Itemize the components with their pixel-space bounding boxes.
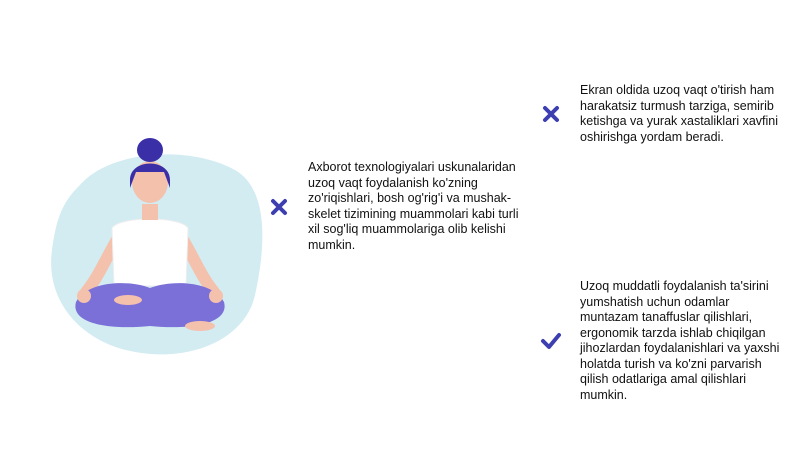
left-foot <box>114 295 142 305</box>
point-2 <box>540 83 780 145</box>
point-1 <box>268 160 528 253</box>
hair-bun <box>137 138 163 162</box>
neck <box>142 204 158 220</box>
shirt <box>112 219 188 286</box>
x-mark-icon <box>268 196 290 218</box>
point-text: Ekran oldida uzoq vaqt o'tirish ham harakatsiz turmush tarziga, semirib ketishga va yurak xastaliklari xavfini oshirishga yordam beradi. <box>580 83 778 144</box>
left-hand <box>77 289 91 303</box>
x-mark-icon <box>540 103 562 125</box>
point-text: Uzoq muddatli foydalanish ta'sirini yumshatish uchun odamlar muntazam tanaffuslar qilishlari, ergonomik tarzda ishlab chiqilgan jihozlardan foydalanishlari va yaxshi holatda turish va ko'zni parvarish qilish odatlariga amal qilishlari mumkin. <box>580 279 780 402</box>
check-mark-icon <box>540 330 562 352</box>
meditating-woman-illustration <box>40 130 280 370</box>
point-3 <box>540 279 788 403</box>
right-hand <box>209 289 223 303</box>
crossed-legs <box>75 283 224 327</box>
point-text: Axborot texnologiyalari uskunalaridan uzoq vaqt foydalanish ko'zning zo'riqishlari, bosh og'rig'i va mushak-skelet tizimining muammolari kabi turli xil sog'liq muammolariga olib kelishi mumkin. <box>308 160 519 252</box>
right-foot <box>185 321 215 331</box>
